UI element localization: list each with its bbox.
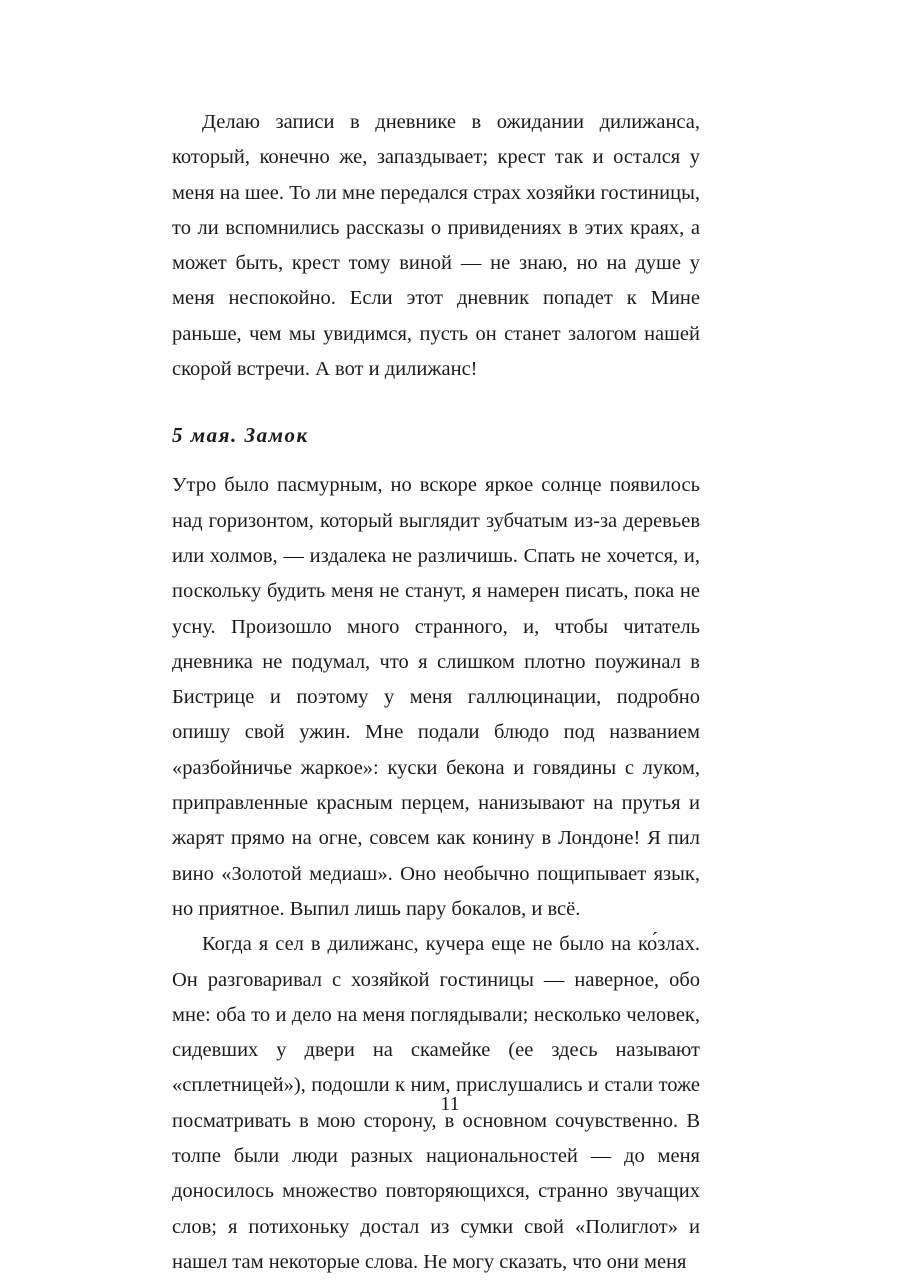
section-heading: 5 мая. Замок <box>172 423 309 448</box>
paragraph-3: Когда я сел в дилижанс, кучера еще не было на ко́злах. Он разговаривал с хозяйкой гостиницы — наверное, обо мне: оба то и дело на меня поглядывали; несколько человек, сидевших у двери на скамейке (ее здесь называют «сплетницей»), подошли к ним, прислушались и стали тоже посматривать в мою сторону, в основном сочувственно. В толпе были люди разных национальностей — до меня доносилось множество повторяющихся, странно звучащих слов; я потихоньку достал из сумки свой «Полиглот» и нашел там некоторые слова. Не могу сказать, что они меня <box>172 933 700 1273</box>
paragraph-2: Утро было пасмурным, но вскоре яркое солнце появилось над горизонтом, который выглядит зубчатым из-за деревьев или холмов, — издалека не различишь. Спать не хочется, и, поскольку будить меня не станут, я намерен писать, пока не усну. Произошло много странного, и, чтобы читатель дневника не подумал, что я слишком плотно поужинал в Бистрице и поэтому у меня галлюцинации, подробно опишу свой ужин. Мне подали блюдо под названием «разбойничье жаркое»: куски бекона и говядины с луком, приправленные красным перцем, нанизывают на прутья и жарят прямо на огне, совсем как конину в Лондоне! Я пил вино «Золотой медиаш». Оно необычно пощипывает язык, но приятное. Выпил лишь пару бокалов, и всё. <box>172 474 700 920</box>
page-number: 11 <box>440 1093 460 1115</box>
paragraph-1: Делаю записи в дневнике в ожидании дилижанса, который, конечно же, запаздывает; крест так и остался у меня на шее. То ли мне передался страх хозяйки гостиницы, то ли вспомнились рассказы о привидениях в этих краях, а может быть, крест тому виной — не знаю, но на душе у меня неспокойно. Если этот дневник попадет к Мине раньше, чем мы увидимся, пусть он станет залогом нашей скорой встречи. А вот и дилижанс! <box>172 111 700 381</box>
